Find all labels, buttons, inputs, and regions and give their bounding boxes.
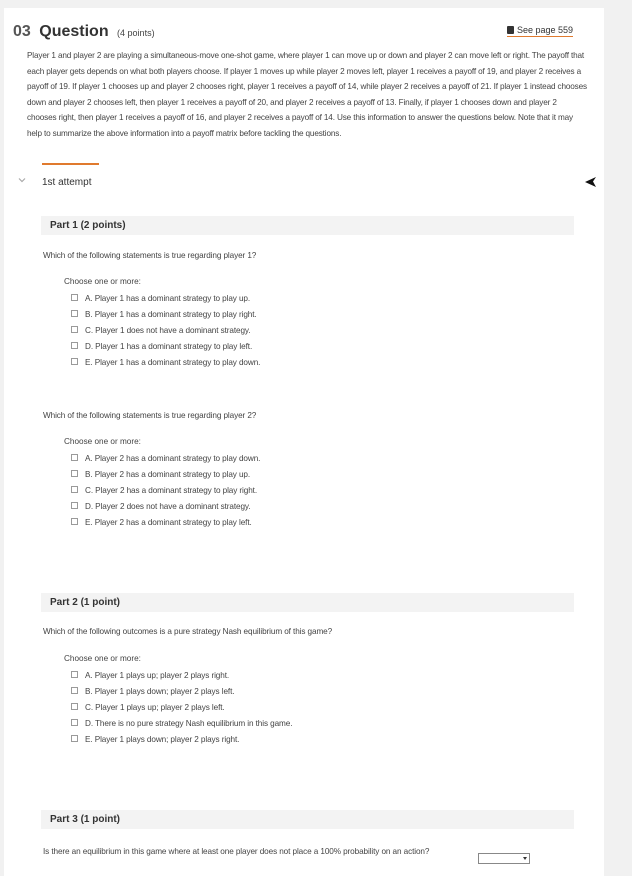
pin-icon[interactable] xyxy=(584,175,598,189)
question-word: Question xyxy=(39,23,109,40)
option-label: E. Player 1 plays down; player 2 plays right. xyxy=(85,735,240,744)
checkbox[interactable] xyxy=(71,703,78,710)
option-checkbox[interactable] xyxy=(71,470,250,479)
checkbox[interactable] xyxy=(71,310,78,317)
checkbox[interactable] xyxy=(71,502,78,509)
checkbox[interactable] xyxy=(71,518,78,525)
checkbox[interactable] xyxy=(71,687,78,694)
option-label: D. Player 2 does not have a dominant strategy. xyxy=(85,502,251,511)
option-label: C. Player 1 does not have a dominant strategy. xyxy=(85,326,251,335)
part-2-header xyxy=(41,593,574,612)
see-page-label: See page 559 xyxy=(517,25,574,35)
part-title: Part 2 (1 point) xyxy=(50,597,121,608)
question-number: 03 xyxy=(13,23,31,40)
checkbox[interactable] xyxy=(71,470,78,477)
option-checkbox[interactable] xyxy=(71,358,260,367)
option-label: D. There is no pure strategy Nash equilibrium in this game. xyxy=(85,719,293,728)
question-stem: Is there an equilibrium in this game where at least one player does not place a 100% probability on an action? xyxy=(43,847,430,856)
question-intro: Player 1 and player 2 are playing a simultaneous-move one-shot game, where player 1 can move up or down and player 2 can move left or right. The payoff that each player gets depends on what both players choose. If player 1 moves up while player 2 moves left, player 1 receives a payoff of 19, and player 2 receives a payoff of 19. If player 1 chooses up and player 2 chooses right, player 1 receives a payoff of 14, while player 2 receives a payoff of 21. If player 1 instead chooses down and player 2 chooses left, then player 1 receives a payoff of 20, and player 2 receives a payoff of 13. Finally, if player 1 chooses down and player 2 chooses right, then player 1 receives a payoff of 16, and player 2 receives a payoff of 14. Use this information to answer the questions below. Note that it may help to summarize the above information into a payoff matrix before tackling the questions. xyxy=(27,51,587,138)
option-label: A. Player 1 plays up; player 2 plays right. xyxy=(85,671,230,680)
part-1-header xyxy=(41,216,574,235)
option-checkbox[interactable] xyxy=(71,310,257,319)
option-checkbox[interactable] xyxy=(71,518,252,527)
attempt-label: 1st attempt xyxy=(42,177,92,188)
checkbox[interactable] xyxy=(71,671,78,678)
attempt-toggle[interactable] xyxy=(4,163,604,198)
choose-label: Choose one or more: xyxy=(64,437,141,446)
option-checkbox[interactable] xyxy=(71,735,239,744)
option-checkbox[interactable] xyxy=(71,342,252,351)
part-3-header xyxy=(41,810,574,829)
question-header xyxy=(13,23,155,41)
option-label: B. Player 1 plays down; player 2 plays left. xyxy=(85,687,235,696)
option-label: C. Player 2 has a dominant strategy to play right. xyxy=(85,486,258,495)
option-checkbox[interactable] xyxy=(71,454,260,463)
option-checkbox[interactable] xyxy=(71,326,250,335)
attempt-indicator xyxy=(42,163,99,165)
option-checkbox[interactable] xyxy=(71,671,229,680)
chevron-down-icon[interactable] xyxy=(18,176,26,184)
checkbox[interactable] xyxy=(71,486,78,493)
see-page-link[interactable] xyxy=(507,25,573,37)
checkbox[interactable] xyxy=(71,358,78,365)
checkbox[interactable] xyxy=(71,294,78,301)
choose-label: Choose one or more: xyxy=(64,654,141,663)
question-points: (4 points) xyxy=(117,28,155,38)
part-title: Part 1 (2 points) xyxy=(50,220,126,231)
option-label: E. Player 1 has a dominant strategy to play down. xyxy=(85,358,261,367)
question-stem: Which of the following statements is true regarding player 2? xyxy=(43,411,257,420)
option-label: D. Player 1 has a dominant strategy to play left. xyxy=(85,342,253,351)
option-checkbox[interactable] xyxy=(71,703,225,712)
checkbox[interactable] xyxy=(71,326,78,333)
option-label: C. Player 1 plays up; player 2 plays left. xyxy=(85,703,225,712)
option-checkbox[interactable] xyxy=(71,502,250,511)
option-checkbox[interactable] xyxy=(71,294,250,303)
question-card xyxy=(4,8,604,876)
option-checkbox[interactable] xyxy=(71,687,234,696)
question-stem: Which of the following statements is true regarding player 1? xyxy=(43,251,257,260)
option-checkbox[interactable] xyxy=(71,486,257,495)
checkbox[interactable] xyxy=(71,454,78,461)
option-label: A. Player 1 has a dominant strategy to play up. xyxy=(85,294,251,303)
option-label: A. Player 2 has a dominant strategy to play down. xyxy=(85,454,261,463)
option-label: B. Player 2 has a dominant strategy to play up. xyxy=(85,470,251,479)
checkbox[interactable] xyxy=(71,735,78,742)
option-label: B. Player 1 has a dominant strategy to play right. xyxy=(85,310,257,319)
answer-select[interactable] xyxy=(478,853,530,864)
choose-label: Choose one or more: xyxy=(64,277,141,286)
dropdown-arrow-icon xyxy=(523,857,527,860)
question-stem: Which of the following outcomes is a pure strategy Nash equilibrium of this game? xyxy=(43,627,333,636)
book-icon xyxy=(507,26,514,34)
option-label: E. Player 2 has a dominant strategy to play left. xyxy=(85,518,252,527)
checkbox[interactable] xyxy=(71,719,78,726)
part-title: Part 3 (1 point) xyxy=(50,814,121,825)
checkbox[interactable] xyxy=(71,342,78,349)
option-checkbox[interactable] xyxy=(71,719,292,728)
